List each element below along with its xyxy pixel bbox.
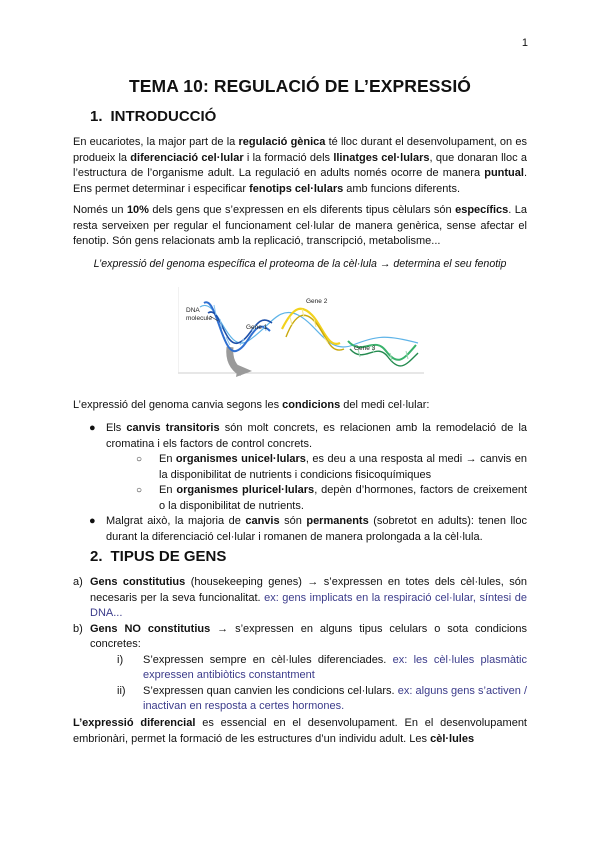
gene1-label: Gene 1 [246,324,268,331]
gray-arrow-head-icon [236,365,252,377]
list-marker: i) [117,653,124,666]
list-item-no-constitutius: b) Gens NO constitutius → s’expressen en alguns tipus celulars o sota condicions concretes: i) S’expressen sempre en cèl·lules diferenciades. ex: les cèl·lules plasmàtic expressen antibiòtics constantment ii) S’expressen quan canvien les condicions cel·lulars. ex: alguns gens s’activen / inactivan en resposta a certes hormones. [73,622,527,715]
sublist-item-ii: ii) S’expressen quan canvien les condicions cel·lulars. ex: alguns gens s’activen / inactivan en resposta a certes hormones. [117,684,527,712]
bullet-icon: ● [89,422,96,434]
page-title: TEMA 10: REGULACIÓ DE L’EXPRESSIÓ [128,76,471,96]
sublist-item-pluricellulars: ○ En organismes pluricel·lulars, depèn d’hormones, factors de creixement o la disponibilitat de nutrients. [136,484,527,512]
list-marker: b) [73,622,83,635]
gene2-label: Gene 2 [306,298,328,305]
list-marker: a) [73,576,83,588]
dna-genes-figure [178,285,424,377]
list-marker: ii) [117,684,126,697]
figure-caption: L’expressió del genoma específica el proteoma de la cèl·lula → determina el seu fenotip [93,258,507,270]
section-heading-introduccio [90,108,216,125]
section-number: 2. [90,548,103,565]
differential-expression-paragraph: L’expressió diferencial es essencial en el desenvolupament. En el desenvolupament embrionàri, permet la formació de les estructures d’un individu adult. Les cèl·lules [73,717,527,745]
sublist-item-i: i) S’expressen sempre en cèl·lules diferenciades. ex: les cèl·lules plasmàtic expressen antibiòtics constantment [117,653,527,681]
list-item-permanents: ● Malgrat això, la majoria de canvis són permanents (sobretot en adults): tenen lloc durant la diferenciació cel·lular i romanen de manera prolongada a la cèl·lula. [89,515,527,543]
gene-types-list [73,575,527,715]
section-title: TIPUS DE GENS [110,548,227,565]
page-number: 1 [521,37,528,49]
conditions-paragraph: L’expressió del genoma canvia segons les condicions del medi cel·lular: [73,399,430,411]
intro-paragraph-2: Només un 10% dels gens que s’expressen en els diferents tipus cèlulars són específics. La resta serveixen per regular el funcionament cel·lular de manera genèrica, sense afectar el fenotip. Són gens relacionats amb la replicació, transcripció, metabolisme... [73,204,527,247]
bullet-icon: ● [89,515,96,527]
section-title: INTRODUCCIÓ [110,108,217,125]
conditions-list [73,421,527,545]
intro-paragraph-1: En eucariotes, la major part de la regulació gènica té lloc durant el desenvolupament, on es produeix la diferenciació cel·lular i la formació dels llinatges cel·lulars, que donaran lloc a l’estructura de l’organisme adult. La regulació en adults només ocorre de manera puntual. Ens permet determinar i especificar fenotips cel·lulars amb funcions diferents. [73,136,527,195]
circle-bullet-icon: ○ [136,454,143,465]
molecule-label: molecule [186,315,213,322]
section-number: 1. [90,108,103,125]
sublist-item-unicellulars: ○ En organismes unicel·lulars, es deu a una resposta al medi → canvis en la disponibilitat de nutrients i condicions fisicoquímiques [136,453,527,481]
circle-bullet-icon: ○ [136,485,143,496]
list-item-constitutius: a) Gens constitutius (housekeeping genes) → s’expressen en totes dels cèl·lules, són necesaris per la seva funcionalitat. ex: gens implicats en la respiració cel·lular, síntesi de DNA... [73,576,528,619]
dna-label: DNA [186,307,200,314]
list-item-transitoris: ● Els canvis transitoris són molt concrets, es relacionen amb la remodelació de la cromatina i els factors de control concrets. ○ En organismes unicel·lulars, es deu a una resposta al medi → canvis en la disponibilitat de nutrients i condicions fisicoquímiques ○ En organismes pluricel·lulars, depèn d’hormones, factors de creixement o la disponibilitat de nutrients. [73,421,527,514]
gene3-label: Gene 3 [354,345,376,352]
section-heading-tipus-de-gens [90,548,226,565]
